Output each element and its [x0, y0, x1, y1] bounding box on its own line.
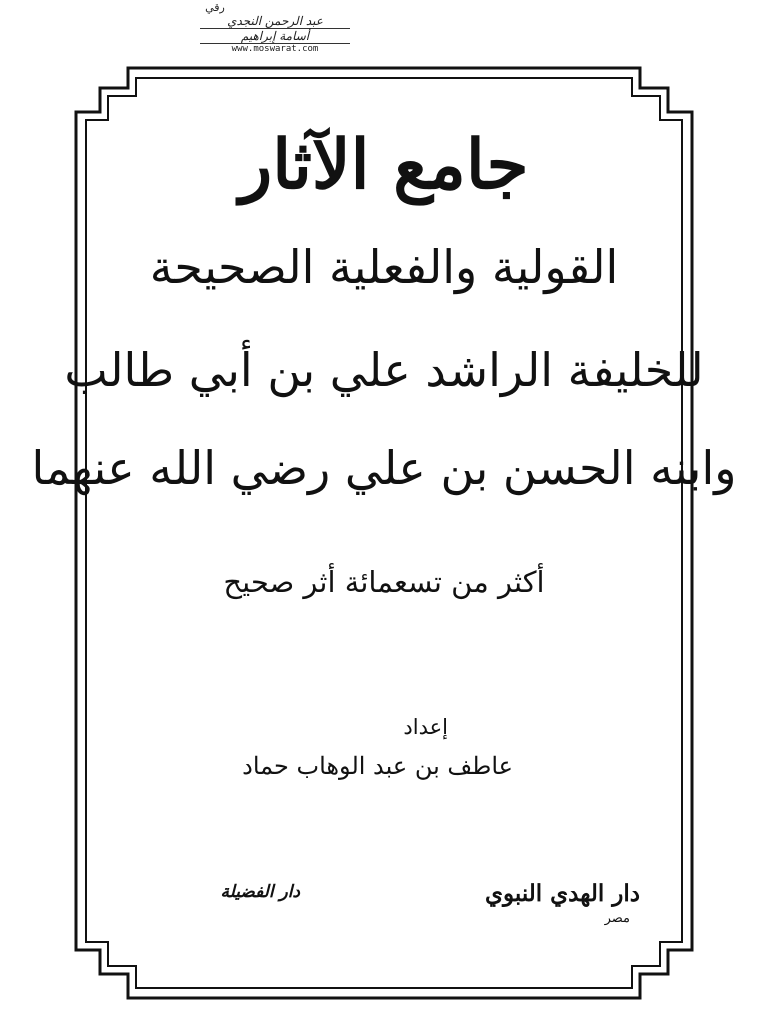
stamp-line-2: عبد الرحمن النجدي	[227, 14, 323, 28]
inner-frame-line	[86, 78, 682, 988]
owner-stamp	[160, 2, 390, 66]
publisher-left: دار الفضيلة	[220, 882, 300, 902]
author-name: عاطف بن عبد الوهاب حماد	[242, 752, 513, 780]
stamp-line-1: رقي	[205, 1, 225, 14]
book-title: جامع الآثار	[239, 125, 529, 205]
book-title-line-2: القولية والفعلية الصحيحة	[149, 240, 619, 294]
book-title-line-4: وابنه الحسن بن علي رضي الله عنهما	[31, 441, 737, 495]
book-subtitle: أكثر من تسعمائة أثر صحيح	[223, 565, 545, 599]
publisher-right-city: مصر	[604, 911, 630, 926]
stamp-line-3: أسامة إبراهيم	[200, 28, 350, 44]
publisher-right: دار الهدي النبوي	[485, 880, 640, 907]
stamp-url: www.moswarat.com	[231, 44, 319, 54]
book-title-line-3: للخليفة الراشد علي بن أبي طالب	[64, 343, 704, 397]
prepared-by-label: إعداد	[403, 715, 448, 739]
